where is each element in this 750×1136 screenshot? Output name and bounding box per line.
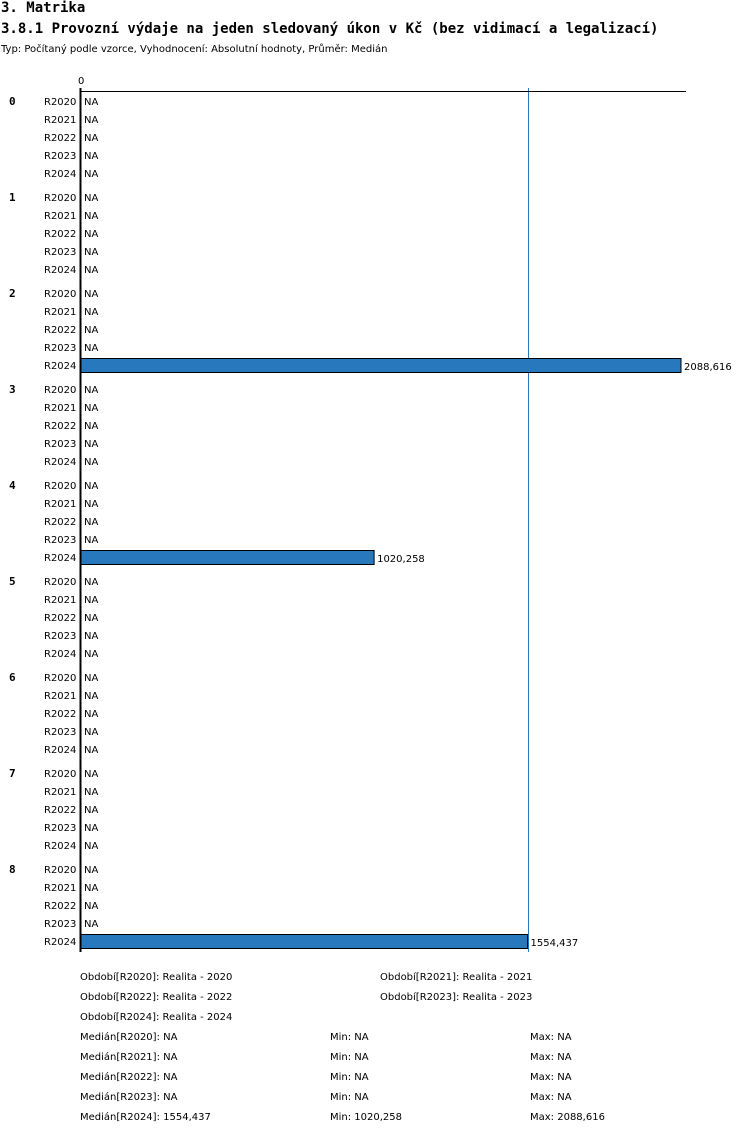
group-label: 7: [9, 767, 16, 780]
period-tick-label: R2020: [44, 481, 77, 492]
data-label: 1554,437: [530, 938, 579, 949]
data-label: NA: [84, 595, 99, 606]
period-tick-label: R2020: [44, 385, 77, 396]
period-tick-label: R2022: [44, 229, 77, 240]
period-tick-label: R2020: [44, 577, 77, 588]
group-label: 3: [9, 383, 16, 396]
data-label: NA: [84, 193, 99, 204]
data-label: NA: [84, 421, 99, 432]
stat-min-r2022: Min: NA: [330, 1072, 369, 1083]
period-tick-label: R2023: [44, 151, 77, 162]
stat-max-r2022: Max: NA: [530, 1072, 572, 1083]
stat-min-r2021: Min: NA: [330, 1052, 369, 1063]
period-tick-label: R2020: [44, 193, 77, 204]
period-tick-label: R2022: [44, 325, 77, 336]
data-label: NA: [84, 577, 99, 588]
period-tick-label: R2021: [44, 403, 77, 414]
period-tick-label: R2024: [44, 457, 77, 468]
group-label: 2: [9, 287, 16, 300]
bar: [81, 935, 528, 949]
period-tick-label: R2023: [44, 727, 77, 738]
group-label: 1: [9, 191, 16, 204]
stat-min-r2020: Min: NA: [330, 1032, 369, 1043]
period-tick-label: R2024: [44, 553, 77, 564]
data-label: NA: [84, 265, 99, 276]
period-tick-label: R2020: [44, 865, 77, 876]
period-tick-label: R2020: [44, 289, 77, 300]
data-label: NA: [84, 787, 99, 798]
period-tick-label: R2024: [44, 169, 77, 180]
bar: [81, 551, 374, 565]
data-label: NA: [84, 439, 99, 450]
data-label: NA: [84, 727, 99, 738]
data-label: NA: [84, 151, 99, 162]
data-label: NA: [84, 289, 99, 300]
period-tick-label: R2021: [44, 883, 77, 894]
data-label: NA: [84, 169, 99, 180]
data-label: NA: [84, 97, 99, 108]
legend-period-r2021: Období[R2021]: Realita - 2021: [380, 972, 533, 983]
data-label: NA: [84, 133, 99, 144]
period-tick-label: R2021: [44, 115, 77, 126]
period-tick-label: R2022: [44, 805, 77, 816]
period-tick-label: R2022: [44, 709, 77, 720]
legend-period-r2024: Období[R2024]: Realita - 2024: [80, 1012, 233, 1023]
period-tick-label: R2024: [44, 937, 77, 948]
stat-max-r2023: Max: NA: [530, 1092, 572, 1103]
period-tick-label: R2022: [44, 517, 77, 528]
period-tick-label: R2020: [44, 673, 77, 684]
legend-period-r2022: Období[R2022]: Realita - 2022: [80, 992, 233, 1003]
period-tick-label: R2023: [44, 247, 77, 258]
period-tick-label: R2023: [44, 439, 77, 450]
data-label: NA: [84, 481, 99, 492]
data-label: NA: [84, 769, 99, 780]
period-tick-label: R2023: [44, 535, 77, 546]
group-label: 6: [9, 671, 16, 684]
period-tick-label: R2021: [44, 595, 77, 606]
stat-median-r2023: Medián[R2023]: NA: [80, 1092, 178, 1103]
stat-min-r2024: Min: 1020,258: [330, 1112, 403, 1123]
period-tick-label: R2024: [44, 361, 77, 372]
data-label: 1020,258: [377, 554, 425, 565]
data-label: NA: [84, 325, 99, 336]
period-tick-label: R2020: [44, 97, 77, 108]
period-tick-label: R2024: [44, 841, 77, 852]
period-tick-label: R2024: [44, 745, 77, 756]
period-tick-label: R2020: [44, 769, 77, 780]
data-label: NA: [84, 691, 99, 702]
period-tick-label: R2023: [44, 823, 77, 834]
group-label: 8: [9, 863, 16, 876]
data-label: NA: [84, 385, 99, 396]
period-tick-label: R2022: [44, 613, 77, 624]
stat-min-r2023: Min: NA: [330, 1092, 369, 1103]
group-label: 4: [9, 479, 16, 492]
data-label: NA: [84, 307, 99, 318]
data-label: NA: [84, 709, 99, 720]
stat-median-r2021: Medián[R2021]: NA: [80, 1052, 178, 1063]
stat-median-r2024: Medián[R2024]: 1554,437: [80, 1112, 211, 1123]
axis-zero-label: 0: [78, 76, 85, 87]
period-tick-label: R2021: [44, 499, 77, 510]
period-tick-label: R2023: [44, 919, 77, 930]
data-label: NA: [84, 745, 99, 756]
data-label: NA: [84, 823, 99, 834]
data-label: NA: [84, 457, 99, 468]
data-label: NA: [84, 919, 99, 930]
legend-period-r2020: Období[R2020]: Realita - 2020: [80, 972, 233, 983]
stat-max-r2021: Max: NA: [530, 1052, 572, 1063]
period-tick-label: R2023: [44, 631, 77, 642]
legend-period-r2023: Období[R2023]: Realita - 2023: [380, 992, 533, 1003]
data-label: NA: [84, 499, 99, 510]
period-tick-label: R2024: [44, 265, 77, 276]
data-label: NA: [84, 211, 99, 222]
data-label: NA: [84, 613, 99, 624]
period-tick-label: R2021: [44, 787, 77, 798]
data-label: NA: [84, 247, 99, 258]
data-label: NA: [84, 649, 99, 660]
period-tick-label: R2022: [44, 421, 77, 432]
data-label: NA: [84, 403, 99, 414]
period-tick-label: R2021: [44, 691, 77, 702]
data-label: NA: [84, 673, 99, 684]
section-title: 3. Matrika: [1, 0, 86, 16]
chart-type-line: Typ: Počítaný podle vzorce, Vyhodnocení: Absolutní hodnoty, Průměr: Medián: [1, 44, 388, 55]
data-label: NA: [84, 841, 99, 852]
data-label: NA: [84, 631, 99, 642]
data-label: NA: [84, 901, 99, 912]
period-tick-label: R2023: [44, 343, 77, 354]
stat-max-r2020: Max: NA: [530, 1032, 572, 1043]
period-tick-label: R2021: [44, 307, 77, 318]
data-label: NA: [84, 865, 99, 876]
stat-max-r2024: Max: 2088,616: [530, 1112, 605, 1123]
group-label: 5: [9, 575, 16, 588]
data-label: NA: [84, 517, 99, 528]
group-label: 0: [9, 95, 16, 108]
stat-median-r2022: Medián[R2022]: NA: [80, 1072, 178, 1083]
data-label: NA: [84, 805, 99, 816]
period-tick-label: R2021: [44, 211, 77, 222]
data-label: NA: [84, 883, 99, 894]
data-label: NA: [84, 535, 99, 546]
data-label: NA: [84, 229, 99, 240]
data-label: 2088,616: [684, 362, 732, 373]
data-label: NA: [84, 115, 99, 126]
chart-title: 3.8.1 Provozní výdaje na jeden sledovaný úkon v Kč (bez vidimací a legalizací): [1, 21, 659, 37]
stat-median-r2020: Medián[R2020]: NA: [80, 1032, 178, 1043]
bar: [81, 359, 681, 373]
period-tick-label: R2024: [44, 649, 77, 660]
data-label: NA: [84, 343, 99, 354]
period-tick-label: R2022: [44, 133, 77, 144]
period-tick-label: R2022: [44, 901, 77, 912]
